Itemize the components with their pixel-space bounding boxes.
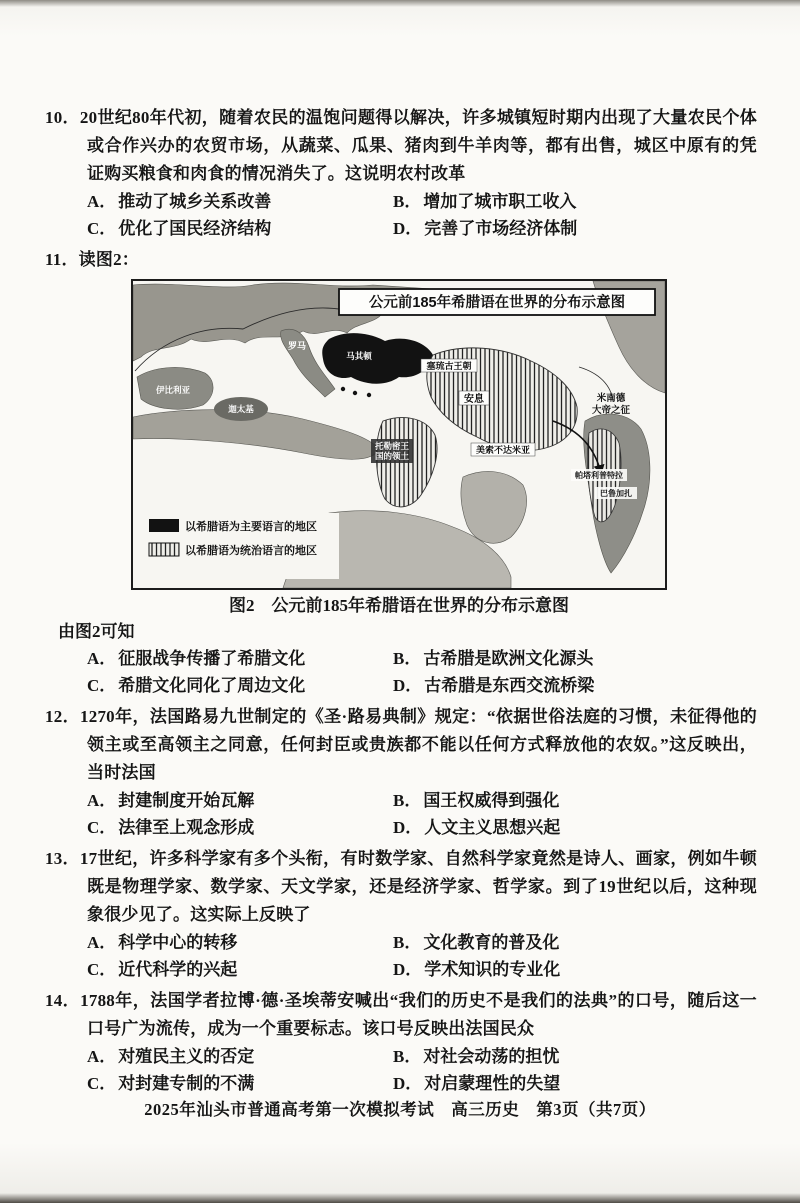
option-d	[393, 672, 757, 699]
option-text: 文化教育的普及化	[423, 933, 560, 952]
option-text: 国王权威得到强化	[423, 791, 560, 810]
option-text: 希腊文化同化了周边文化	[118, 676, 306, 695]
option-text: 封建制度开始瓦解	[118, 791, 255, 810]
option-text: 征服战争传播了希腊文化	[118, 649, 306, 668]
question-text: 17世纪，许多科学家有多个头衔，有时数学家、自然科学家竟然是诗人、画家，例如牛顿既是物理学家、数学家、天文学家，还是经济学家、哲学家。到了19世纪以后，这种现象很少见了。这实际上反映了	[79, 849, 757, 924]
question-11-options	[87, 645, 757, 699]
question-11-lead-in: 由图2可知	[58, 622, 135, 641]
map-title: 公元前185年希腊语在世界的分布示意图	[368, 295, 626, 311]
option-label: A．	[87, 933, 117, 952]
figure-caption: 图2 公元前185年希腊语在世界的分布示意图	[229, 596, 569, 615]
question-14	[45, 987, 757, 1097]
option-d	[393, 1070, 757, 1097]
question-10	[45, 104, 757, 242]
question-10-options	[87, 188, 757, 242]
aegean-island	[367, 393, 371, 397]
map-label-menander-2: 大帝之征	[591, 405, 631, 416]
greek-language-map	[133, 281, 665, 588]
option-text: 古希腊是东西交流桥梁	[424, 676, 595, 695]
question-number: 11．	[45, 250, 79, 269]
option-text: 对封建专制的不满	[118, 1074, 255, 1093]
question-11-stem	[45, 246, 757, 274]
option-label: B．	[393, 791, 422, 810]
legend-swatch-solid	[149, 519, 179, 532]
option-label: D．	[393, 1074, 423, 1093]
option-label: B．	[393, 192, 422, 211]
map-label-carthage: 迦太基	[228, 404, 254, 414]
option-c	[87, 672, 393, 699]
option-label: D．	[393, 676, 423, 695]
question-text: 1270年，法国路易九世制定的《圣·路易典制》规定：“依据世俗法庭的习惯，未征得他的领主或至高领主之同意，任何封臣或贵族都不能以任何方式释放他的农奴。”这反映出，当时法国	[80, 707, 757, 782]
option-label: C．	[87, 676, 117, 695]
option-d	[393, 814, 757, 841]
option-c	[87, 215, 393, 242]
option-text: 完善了市场经济体制	[424, 219, 578, 238]
option-label: B．	[393, 933, 422, 952]
option-c	[87, 956, 393, 983]
map-label-barygaza: 巴鲁加扎	[600, 489, 632, 498]
question-13-options	[87, 929, 757, 983]
map-figure	[131, 279, 667, 590]
option-label: D．	[393, 818, 423, 837]
option-d	[393, 956, 757, 983]
map-label-pataliputra: 帕塔利普特拉	[575, 471, 623, 480]
option-text: 对社会动荡的担忧	[423, 1047, 560, 1066]
option-text: 法律至上观念形成	[118, 818, 255, 837]
map-label-parthia: 安息	[464, 394, 484, 405]
map-label-menander-1: 米南德	[596, 393, 626, 404]
question-number: 12．	[45, 707, 81, 726]
question-13-stem	[45, 845, 757, 929]
option-label: D．	[393, 960, 423, 979]
aegean-island	[353, 391, 357, 395]
question-text: 20世纪80年代初，随着农民的温饱问题得以解决，许多城镇短时期内出现了大量农民个体或合作兴办的农贸市场，从蔬菜、瓜果、猪肉到牛羊肉等，都有出售，城区中原有的凭证购买粮食和肉食的情况消失了。这说明农村改革	[79, 108, 757, 183]
question-number: 10．	[45, 108, 80, 127]
legend-label-primary: 以希腊语为主要语言的地区	[185, 521, 317, 533]
option-text: 对殖民主义的否定	[118, 1047, 255, 1066]
option-label: A．	[87, 649, 117, 668]
option-label: B．	[393, 649, 422, 668]
option-a	[87, 929, 393, 956]
option-a	[87, 188, 393, 215]
question-text: 1788年，法国学者拉博·德·圣埃蒂安喊出“我们的历史不是我们的法典”的口号，随后这一口号广为流传，成为一个重要标志。该口号反映出法国民众	[80, 991, 758, 1038]
question-text: 读图2：	[78, 250, 139, 269]
option-c	[87, 814, 393, 841]
option-b	[393, 188, 757, 215]
question-number: 14．	[45, 991, 81, 1010]
option-text: 优化了国民经济结构	[118, 219, 272, 238]
option-label: A．	[87, 791, 117, 810]
option-text: 近代科学的兴起	[118, 960, 238, 979]
question-12-options	[87, 787, 757, 841]
option-label: C．	[87, 219, 117, 238]
option-label: A．	[87, 1047, 117, 1066]
option-label: A．	[87, 192, 117, 211]
option-d	[393, 215, 757, 242]
map-label-rome: 罗马	[287, 341, 307, 351]
scan-artifact-bottom	[0, 1193, 800, 1203]
option-b	[393, 1043, 757, 1070]
legend-label-ruling: 以希腊语为统治语言的地区	[185, 545, 317, 557]
option-label: B．	[393, 1047, 422, 1066]
option-label: C．	[87, 960, 117, 979]
map-label-iberia: 伊比利亚	[155, 385, 191, 395]
question-12-stem	[45, 703, 757, 787]
map-label-ptolemy-2: 国的领土	[374, 451, 410, 461]
question-10-stem	[45, 104, 757, 188]
option-a	[87, 787, 393, 814]
option-c	[87, 1070, 393, 1097]
map-label-macedonia: 马其顿	[346, 351, 372, 361]
map-label-mesopotamia: 美索不达米亚	[475, 445, 531, 455]
option-text: 科学中心的转移	[118, 933, 238, 952]
page-footer: 2025年汕头市普通高考第一次模拟考试 高三历史 第3页（共7页）	[144, 1100, 656, 1119]
option-label: C．	[87, 818, 117, 837]
option-text: 人文主义思想兴起	[424, 818, 561, 837]
question-number: 13．	[45, 849, 80, 868]
question-12	[45, 703, 757, 841]
option-text: 古希腊是欧洲文化源头	[423, 649, 594, 668]
map-label-ptolemy-1: 托勒密王	[374, 441, 410, 451]
option-b	[393, 787, 757, 814]
exam-content	[45, 104, 757, 1101]
option-b	[393, 645, 757, 672]
aegean-island	[341, 387, 345, 391]
option-a	[87, 645, 393, 672]
question-13	[45, 845, 757, 983]
question-14-stem	[45, 987, 758, 1043]
option-a	[87, 1043, 393, 1070]
option-label: C．	[87, 1074, 117, 1093]
option-text: 对启蒙理性的失望	[424, 1074, 561, 1093]
option-text: 推动了城乡关系改善	[118, 192, 272, 211]
question-14-options	[87, 1043, 757, 1097]
option-text: 学术知识的专业化	[424, 960, 561, 979]
option-text: 增加了城市职工收入	[423, 192, 577, 211]
legend-swatch-hatched	[149, 543, 179, 556]
question-11	[45, 246, 757, 699]
option-label: D．	[393, 219, 423, 238]
option-b	[393, 929, 757, 956]
map-label-seleucid: 塞琉古王朝	[426, 361, 472, 371]
scan-artifact-top	[0, 0, 800, 7]
